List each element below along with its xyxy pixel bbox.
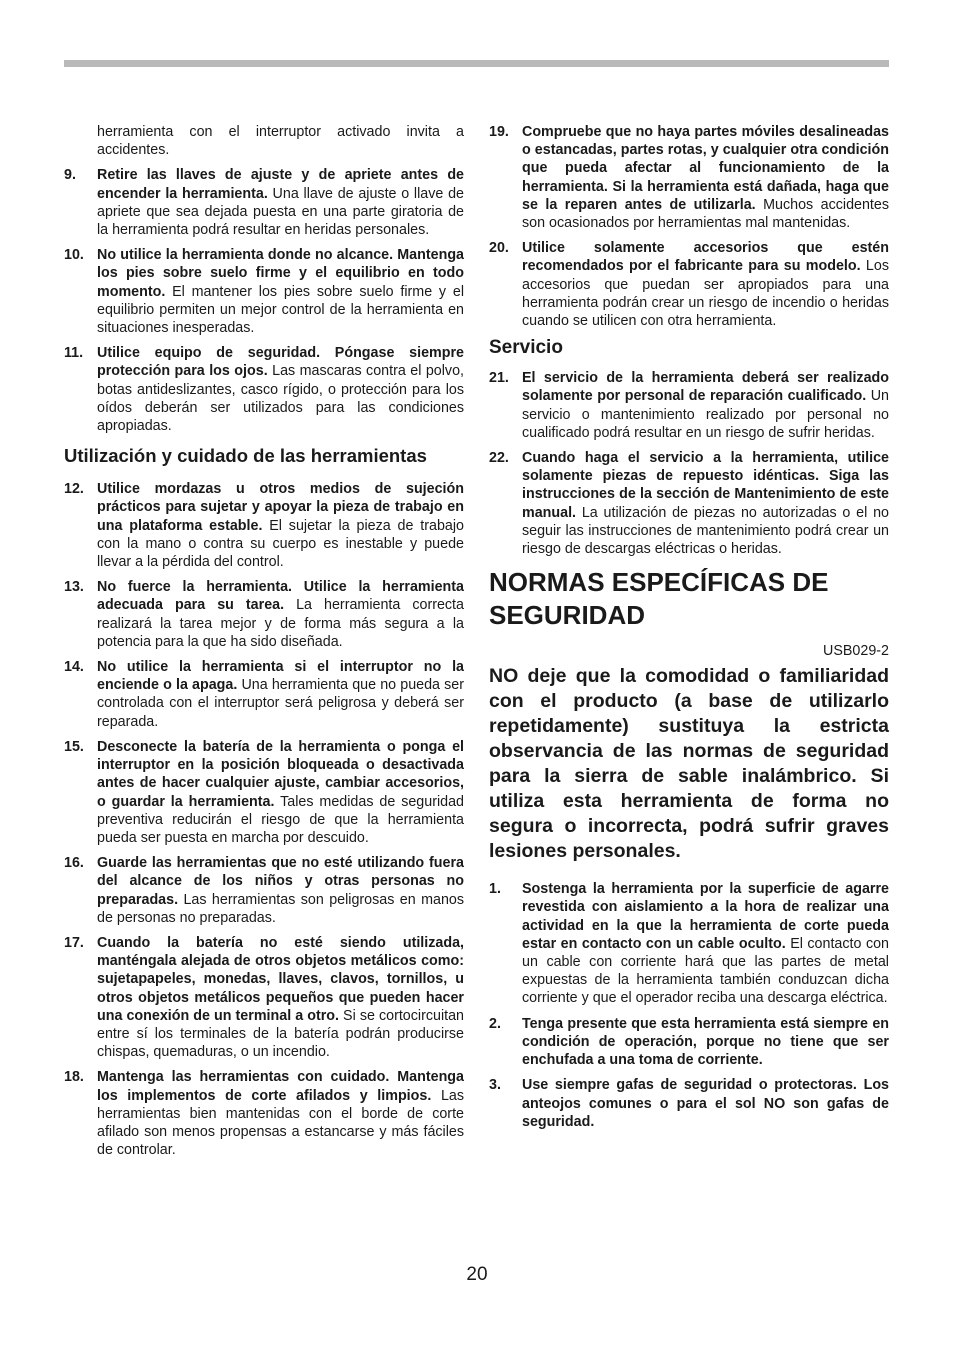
item-body-text: El sujetar la pieza de trabajo con la mano o contra su cuerpo es inestable y puede llevar a la pérdida del control.: [97, 517, 464, 571]
list-item: [64, 246, 464, 337]
item-number: 14.: [64, 659, 84, 676]
list-item: [64, 854, 464, 927]
list-item: [489, 1076, 889, 1131]
list-item: [64, 738, 464, 847]
item-bold-text: No utilice la herramienta si el interruptor no la enciende o la apaga.: [97, 659, 464, 694]
item-bold-text: No fuerce la herramienta. Utilice la herramienta adecuada para su tarea.: [97, 579, 464, 614]
item-number: 11.: [64, 345, 84, 362]
list-right-c: [489, 880, 889, 1131]
item-bold-text: Use siempre gafas de seguridad o protectoras. Los anteojos comunes o para el sol NO son gafas de seguridad.: [522, 1077, 889, 1130]
item-number: 16.: [64, 855, 84, 872]
list-item: [64, 1068, 464, 1159]
item-body-text: El mantener los pies sobre suelo firme y el equilibrio permiten un mejor control de la herramienta en situaciones inesperadas.: [97, 283, 464, 337]
item-bold-text: Compruebe que no haya partes móviles desalineadas o estancadas, partes rotas, y cualquier otra condición que pueda afectar al funcionamiento de la herramienta. Si la herramienta está dañada, haga que se la reparen antes de utilizarla.: [522, 124, 889, 213]
section-heading-service: Servicio: [489, 337, 563, 359]
item-number: 10.: [64, 247, 84, 264]
item-bold-text: El servicio de la herramienta deberá ser realizado solamente por personal de reparación cualificado.: [522, 370, 889, 405]
item-bold-text: Mantenga las herramientas con cuidado. Mantenga los implementos de corte afilados y limpios.: [97, 1069, 464, 1104]
item-number: 21.: [489, 370, 509, 387]
item-body-text: Tales medidas de seguridad preventiva reducirán el riesgo de que la herramienta pueda ser puesta en marcha por descuido.: [97, 793, 464, 846]
warning-paragraph: NO deje que la comodidad o familiaridad con el producto (a base de utilizarlo repetidamente) sustituya la estricta observancia de las normas de seguridad para la sierra de sable inalámbrico. Si utiliza esta herramienta de forma no segura o incorrecta, podrá sufrir graves lesiones personales.: [489, 665, 889, 863]
page-number: 20: [466, 1264, 488, 1285]
section-heading-tool-use: Utilización y cuidado de las herramientas: [64, 445, 427, 467]
left-column: [64, 123, 464, 1166]
item-number: 17.: [64, 934, 84, 951]
section-title-line-1: NORMAS ESPECÍFICAS DE: [489, 567, 829, 598]
list-right-a: [489, 123, 889, 330]
item-bold-text: Cuando haga el servicio a la herramienta, utilice solamente piezas de repuesto idénticas. Siga las instrucciones de la sección de Mantenimiento de este manual.: [522, 450, 889, 521]
continuation-text: herramienta con el interruptor activado invita a accidentes.: [97, 124, 464, 159]
item-bold-text: Tenga presente que esta herramienta está siempre en condición de operación, porque no tiene que ser enchufada a una toma de corriente.: [522, 1015, 889, 1069]
item-number: 1.: [489, 881, 501, 898]
list-item: [489, 449, 889, 558]
list-left-b: [64, 480, 464, 1159]
list-item: [489, 369, 889, 442]
list-item: [489, 123, 889, 232]
list-item: [64, 578, 464, 651]
item-number: 12.: [64, 481, 84, 498]
item-body-text: Un servicio o mantenimiento realizado por personal no cualificado podrá resultar en un riesgo de sufrir heridas.: [522, 388, 890, 441]
item-number: 22.: [489, 450, 509, 467]
document-code: USB029-2: [823, 643, 889, 660]
item-body-text: Una herramienta que no pueda ser controlada con el interruptor será peligrosa y deberá ser reparada.: [97, 677, 464, 730]
item-bold-text: Utilice equipo de seguridad. Póngase siempre protección para los ojos.: [97, 345, 464, 380]
item-bold-text: Utilice mordazas u otros medios de sujeción prácticos para sujetar y apoyar la pieza de trabajo en una plataforma estable.: [97, 481, 464, 534]
item-number: 19.: [489, 124, 509, 140]
list-item: [489, 1015, 889, 1070]
item-body-text: Las mascaras contra el polvo, botas antideslizantes, casco rígido, o protección para los oídos deberán ser utilizados para las condiciones apropiadas.: [97, 363, 464, 435]
item-number: 2.: [489, 1015, 501, 1032]
list-item: [489, 239, 889, 330]
list-item: [64, 658, 464, 731]
item-number: 13.: [64, 579, 84, 596]
list-left-a: [64, 166, 464, 435]
list-item: [64, 166, 464, 239]
list-item: [489, 880, 889, 1007]
item-number: 18.: [64, 1069, 84, 1086]
list-item: [64, 934, 464, 1061]
item-body-text: Una llave de ajuste o llave de apriete que sea dejada puesta en una parte giratoria de la herramienta podrá resultar en heridas personales.: [97, 185, 464, 239]
item-body-text: El contacto con un cable con corriente hará que las partes de metal expuestas de la herramienta también conduzcan dicha corriente y que el operador reciba una descarga eléctrica.: [522, 935, 889, 1007]
section-title-line-2: SEGURIDAD: [489, 600, 646, 631]
item-body-text: La herramienta correcta realizará la tarea mejor y de forma más segura a la potencia para la que ha sido diseñada.: [97, 597, 464, 650]
item-bold-text: Retire las llaves de ajuste y de apriete antes de encender la herramienta.: [97, 167, 464, 202]
item-body-text: La utilización de piezas no autorizadas o el no seguir las instrucciones de mantenimiento podrá crear un riesgo de descargas eléctricas o heridas.: [522, 504, 889, 558]
right-column: [489, 123, 889, 1138]
item-bold-text: Utilice solamente accesorios que estén recomendados por el fabricante para su modelo.: [522, 240, 889, 275]
item-body-text: Muchos accidentes son ocasionados por herramientas mal mantenidas.: [522, 196, 889, 232]
item-bold-text: Guarde las herramientas que no esté utilizando fuera del alcance de los niños y otras personas no preparadas.: [97, 855, 464, 908]
item-bold-text: Cuando la batería no esté siendo utilizada, manténgala alejada de otros objetos metálicos como: sujetapapeles, monedas, llaves, clavos, tornillos, u otros objetos metálicos pequeños que pueden hacer una conexión de un terminal a otro.: [97, 934, 464, 1024]
list-item: [64, 480, 464, 571]
list-item: [64, 344, 464, 435]
item-body-text: Los accesorios que puedan ser apropiados para una herramienta podrán crear un riesgo de incendio o heridas cuando se utilicen con otra herramienta.: [522, 258, 889, 330]
item-number: 20.: [489, 240, 509, 257]
item-body-text: Si se cortocircuitan entre sí los terminales de la batería podrán producirse chispas, quemaduras, o un incendio.: [97, 1007, 464, 1061]
top-rule: [64, 60, 889, 67]
section-title: [489, 566, 889, 632]
item-body-text: Las herramientas son peligrosas en manos de personas no preparadas.: [97, 891, 464, 926]
item-number: 3.: [489, 1077, 501, 1094]
item-number: 9.: [64, 167, 76, 184]
item-body-text: Las herramientas bien mantenidas con el borde de corte afilado son menos propensas a estancarse y más fáciles de controlar.: [97, 1087, 465, 1159]
item-bold-text: No utilice la herramienta donde no alcance. Mantenga los pies sobre suelo firme y el equilibrio en todo momento.: [97, 247, 464, 300]
item-number: 15.: [64, 738, 84, 755]
item-bold-text: Desconecte la batería de la herramienta o ponga el interruptor en la posición bloqueada o desactivada antes de hacer cualquier ajuste, cambiar accesorios, o guardar la herramienta.: [97, 738, 464, 810]
item-bold-text: Sostenga la herramienta por la superficie de agarre revestida con aislamiento a la hora de realizar una actividad en la que la herramienta de corte pueda estar en contacto con un cable oculto.: [522, 881, 889, 952]
list-right-b: [489, 369, 889, 558]
